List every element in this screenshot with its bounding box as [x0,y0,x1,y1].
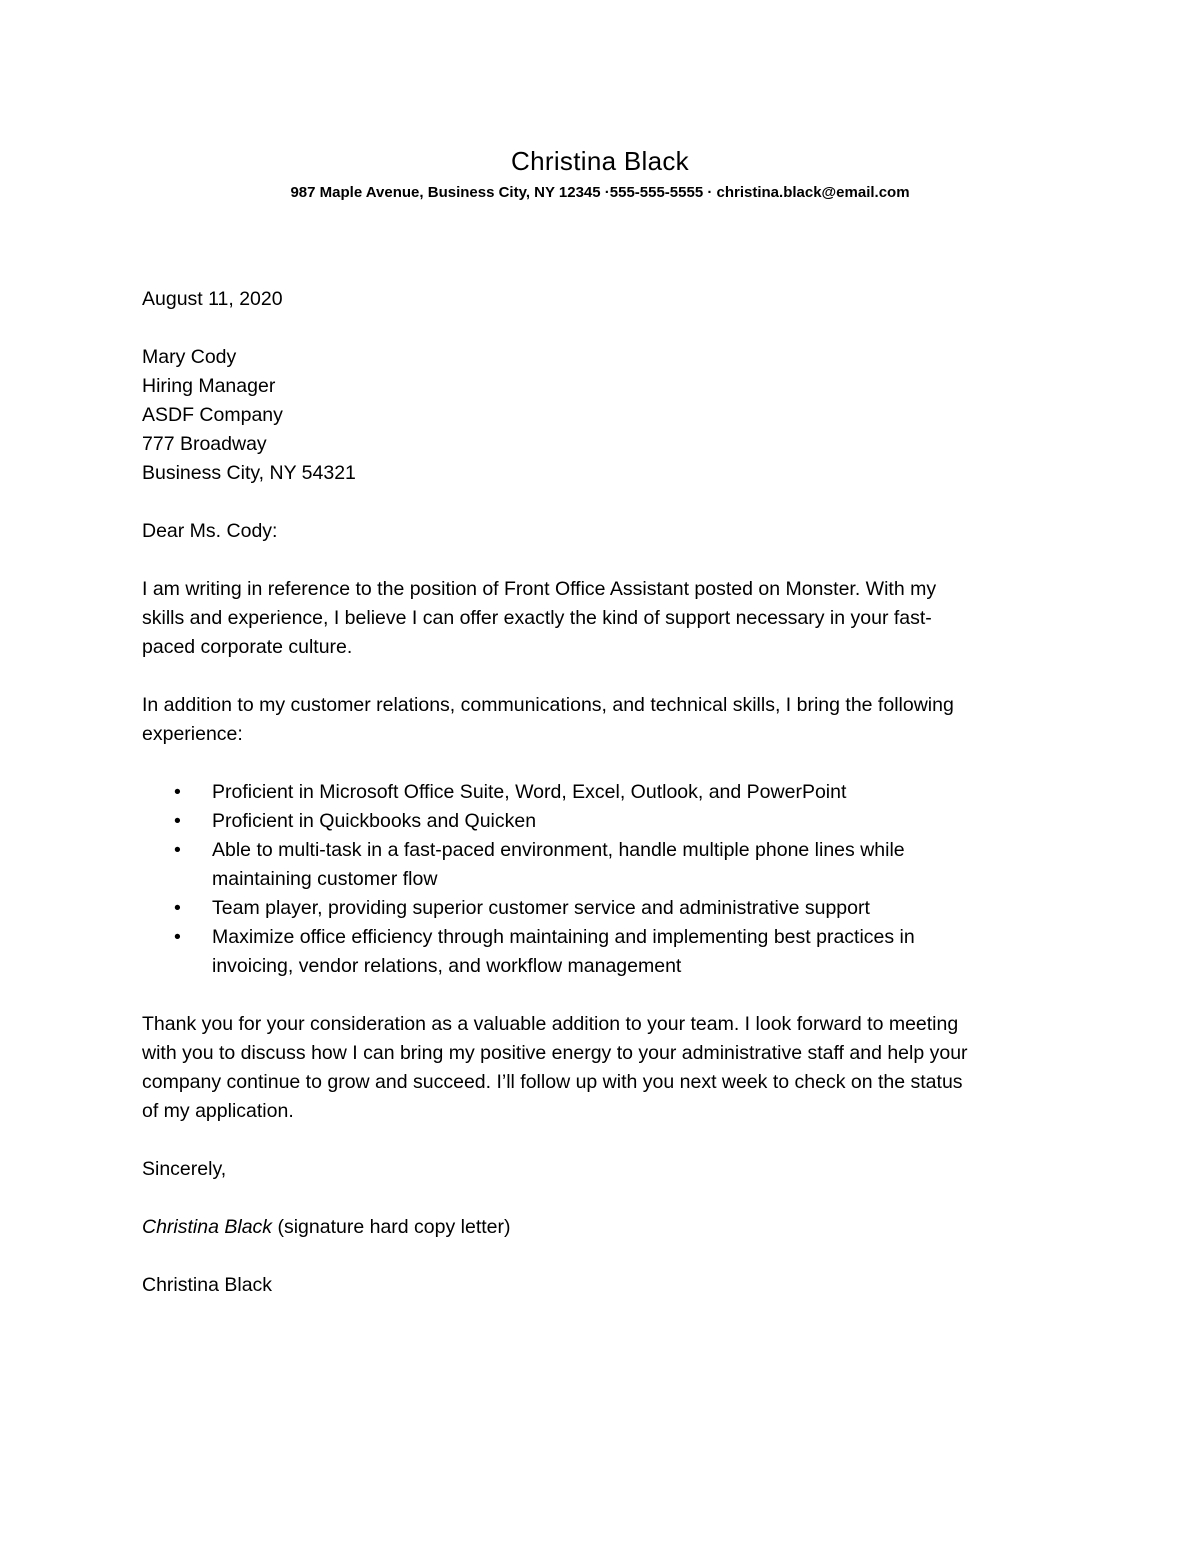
bullet-icon: • [174,897,181,919]
paragraph-intro [142,575,1062,662]
list-item [142,807,1062,836]
recipient-title: Hiring Manager [142,375,276,397]
bullet-icon: • [174,839,181,861]
sender-name: Christina Black [511,146,689,176]
list-item [142,894,1062,923]
sender-contact-line: 987 Maple Avenue, Business City, NY 12345 ·555-555-5555 · christina.black@email.com [290,184,910,201]
bullet-icon: • [174,810,181,832]
list-item [142,778,1062,807]
experience-list [142,778,1062,981]
list-item-text: Able to multi-task in a fast-paced environment, handle multiple phone lines while [212,839,905,861]
signature-note: (signature hard copy letter) [277,1216,511,1238]
salutation: Dear Ms. Cody: [142,520,278,542]
closing: Sincerely, [142,1158,227,1180]
list-item-text: Maximize office efficiency through maintaining and implementing best practices in [212,926,915,948]
recipient-city: Business City, NY 54321 [142,462,356,484]
paragraph-line: company continue to grow and succeed. I’ll follow up with you next week to check on the status [142,1071,963,1093]
paragraph-line: with you to discuss how I can bring my positive energy to your administrative staff and help your [142,1042,968,1064]
typed-name: Christina Black [142,1274,273,1296]
paragraph-line: experience: [142,723,243,745]
paragraph-line: In addition to my customer relations, communications, and technical skills, I bring the following [142,694,954,716]
list-item [142,923,1062,981]
list-item [142,836,1062,894]
paragraph-line: paced corporate culture. [142,636,353,658]
recipient-company: ASDF Company [142,404,283,426]
bullet-icon: • [174,781,181,803]
list-item-text: Team player, providing superior customer service and administrative support [212,897,870,919]
signature-name: Christina Black [142,1216,273,1238]
paragraph-line: skills and experience, I believe I can offer exactly the kind of support necessary in your fast- [142,607,932,629]
list-item-text: maintaining customer flow [212,868,438,890]
list-item-text: invoicing, vendor relations, and workflow management [212,955,682,977]
letter-date: August 11, 2020 [142,288,283,310]
list-item-text: Proficient in Microsoft Office Suite, Word, Excel, Outlook, and PowerPoint [212,781,847,803]
signature-line [142,1213,1062,1242]
paragraph-skills [142,691,1062,749]
bullet-icon: • [174,926,181,948]
recipient-street: 777 Broadway [142,433,267,455]
paragraph-closing [142,1010,1062,1126]
recipient-block [142,343,1062,488]
recipient-name: Mary Cody [142,346,237,368]
paragraph-line: of my application. [142,1100,294,1122]
list-item-text: Proficient in Quickbooks and Quicken [212,810,537,832]
paragraph-line: I am writing in reference to the position of Front Office Assistant posted on Monster. With my [142,578,937,600]
paragraph-line: Thank you for your consideration as a valuable addition to your team. I look forward to meeting [142,1013,959,1035]
letter-body [142,285,1062,1300]
